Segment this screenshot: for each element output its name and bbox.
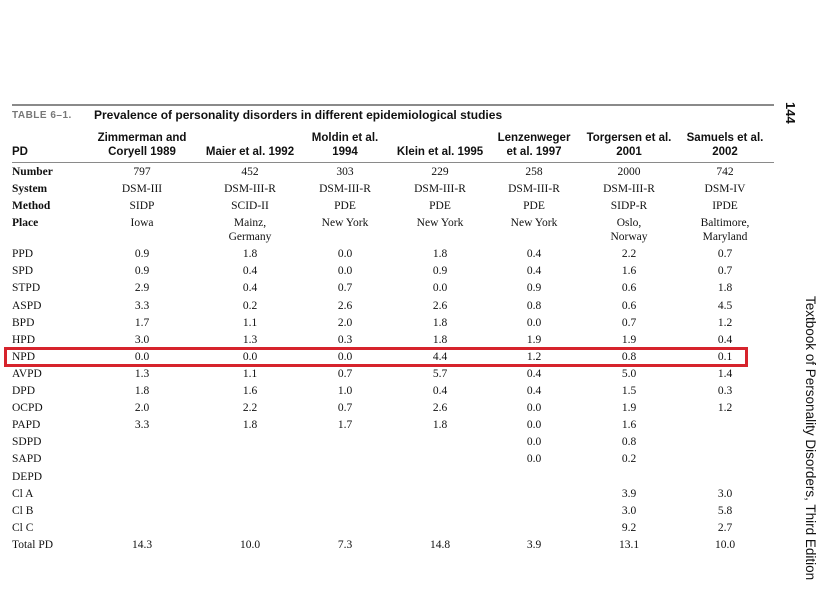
row-label: AVPD [12, 367, 42, 380]
table-cell: 0.0 [242, 350, 258, 363]
table-row [12, 470, 774, 487]
table-row [12, 504, 774, 521]
table-cell: 0.7 [337, 367, 353, 380]
table-cell: 0.7 [337, 282, 353, 295]
table-cell: 0.0 [432, 282, 448, 295]
table-cell: 3.9 [621, 487, 637, 500]
table-cell: 797 [133, 166, 151, 178]
table-cell: 1.6 [621, 265, 637, 278]
column-header: Lenzenweger et al. 1997 [497, 132, 571, 158]
table-cell: 258 [525, 166, 543, 178]
table-cell: 1.6 [621, 419, 637, 432]
table-row [12, 452, 774, 469]
table-cell: 1.8 [432, 316, 448, 329]
table-row [12, 316, 774, 333]
table-cell: 1.8 [432, 333, 448, 346]
table-cell: 1.7 [134, 316, 150, 329]
table-cell: 0.0 [526, 419, 542, 432]
table-row [12, 299, 774, 316]
table-cell: 0.9 [432, 265, 448, 278]
table-cell: DSM-III-R [508, 183, 560, 196]
table-cell: 0.1 [717, 350, 733, 363]
table-cell: 2.6 [432, 299, 448, 312]
table-cell: DSM-III-R [414, 183, 466, 196]
table-cell: SCID-II [231, 200, 269, 213]
table-cell: 5.0 [621, 367, 637, 380]
table-cell: 0.2 [621, 453, 637, 466]
row-label: Number [12, 166, 53, 178]
table-top-rule [12, 104, 774, 106]
table-cell: 4.5 [717, 299, 733, 312]
table-cell: 229 [431, 166, 449, 178]
table-cell: 0.4 [526, 367, 542, 380]
table-cell: 0.4 [526, 265, 542, 278]
row-label: Method [12, 200, 51, 213]
table-cell: 303 [336, 166, 354, 178]
table-cell: 0.0 [337, 248, 353, 261]
table-cell: 9.2 [621, 521, 637, 534]
row-label: Cl B [12, 504, 34, 517]
table-cell: 13.1 [618, 538, 640, 551]
row-label: PPD [12, 248, 34, 261]
table-cell: 0.7 [717, 248, 733, 261]
table-cell: 0.4 [717, 333, 733, 346]
table-cell: 3.0 [134, 333, 150, 346]
table-cell: 0.2 [242, 299, 258, 312]
table-cell: 1.2 [717, 402, 733, 415]
row-label: ASPD [12, 299, 42, 312]
table-cell: 0.9 [526, 282, 542, 295]
table-cell: 2.2 [621, 248, 637, 261]
table-cell: PDE [334, 200, 356, 213]
row-label: BPD [12, 316, 35, 329]
table-cell: 2.0 [134, 402, 150, 415]
table-cell: 3.3 [134, 299, 150, 312]
table-cell: 742 [716, 166, 734, 178]
table-cell: 10.0 [239, 538, 261, 551]
table-cell: 3.3 [134, 419, 150, 432]
table-cell: 452 [241, 166, 259, 178]
row-label: Total PD [12, 538, 54, 551]
table-cell: 0.0 [526, 402, 542, 415]
table-cell: 10.0 [714, 538, 736, 551]
table-cell: PDE [429, 200, 451, 213]
table-cell: 0.0 [134, 350, 150, 363]
table-row [12, 521, 774, 538]
table-cell: 1.1 [242, 367, 258, 380]
table-cell: 3.9 [526, 538, 542, 551]
table-cell: 3.0 [717, 487, 733, 500]
table-cell: New York [510, 217, 558, 230]
table-row [12, 401, 774, 418]
table-cell: 0.4 [242, 265, 258, 278]
table-cell: DSM-III-R [603, 183, 655, 196]
table-cell: 4.4 [432, 350, 448, 363]
table-title: Prevalence of personality disorders in different epidemiological studies [94, 108, 503, 122]
table-row [12, 216, 774, 247]
table-label: TABLE 6–1. [12, 110, 72, 121]
table-cell: 0.7 [337, 402, 353, 415]
table-cell: 2.2 [242, 402, 258, 415]
table-cell: 1.9 [621, 402, 637, 415]
table-cell: 1.8 [134, 385, 150, 398]
table-row [12, 165, 774, 182]
table-cell: 0.0 [526, 453, 542, 466]
table-cell: IPDE [712, 200, 738, 213]
table-cell: DSM-III-R [319, 183, 371, 196]
row-label: NPD [12, 350, 36, 363]
table-cell: 0.3 [717, 385, 733, 398]
table-cell: DSM-III [121, 183, 163, 196]
table-cell: 0.4 [242, 282, 258, 295]
table-cell: 2.7 [717, 521, 733, 534]
table-cell: 0.3 [337, 333, 353, 346]
row-label: SPD [12, 265, 34, 278]
table-cell: 0.0 [526, 436, 542, 449]
row-label: OCPD [12, 402, 43, 415]
table-cell: DSM-III-R [224, 183, 276, 196]
row-label: Cl C [12, 521, 34, 534]
table-cell: 1.6 [242, 385, 258, 398]
column-header: Samuels et al. 2002 [686, 132, 764, 158]
table-cell: 0.0 [526, 316, 542, 329]
table-cell: 1.9 [526, 333, 542, 346]
row-label: PAPD [12, 419, 41, 432]
table-cell: 0.7 [717, 265, 733, 278]
table-cell: 1.2 [717, 316, 733, 329]
table-cell: 2.0 [337, 316, 353, 329]
table-cell: 2000 [617, 166, 641, 178]
table-cell: 0.0 [337, 350, 353, 363]
table-row [12, 247, 774, 264]
table-cell: 0.8 [526, 299, 542, 312]
row-label: DEPD [12, 470, 43, 483]
table-cell: 1.8 [242, 419, 258, 432]
row-label: Place [12, 217, 39, 230]
row-label: Cl A [12, 487, 34, 500]
table-cell: 0.8 [621, 436, 637, 449]
table-cell: 0.4 [526, 248, 542, 261]
table-cell: 1.2 [526, 350, 542, 363]
table-cell: 1.4 [717, 367, 733, 380]
column-header: Klein et al. 1995 [396, 146, 484, 158]
column-header-pd: PD [12, 146, 28, 158]
table-row [12, 538, 774, 555]
column-header: Maier et al. 1992 [205, 146, 295, 158]
table-row [12, 281, 774, 298]
table-cell: 3.0 [621, 504, 637, 517]
table-cell: 0.6 [621, 282, 637, 295]
table-cell: Mainz, Germany [228, 217, 272, 244]
table-cell: New York [416, 217, 464, 230]
table-cell: 1.8 [432, 248, 448, 261]
header-rule [12, 162, 774, 163]
row-label: SAPD [12, 453, 42, 466]
table-row [12, 435, 774, 452]
table-row [12, 418, 774, 435]
table-row [12, 487, 774, 504]
table-cell: New York [321, 217, 369, 230]
table-cell: 1.0 [337, 385, 353, 398]
column-header: Torgersen et al. 2001 [586, 132, 672, 158]
table-cell: 0.9 [134, 248, 150, 261]
npd-highlight-box [4, 347, 748, 367]
table-cell: 0.8 [621, 350, 637, 363]
table-header [12, 127, 774, 161]
table-cell: 1.1 [242, 316, 258, 329]
running-title: Textbook of Personality Disorders, Third Edition [803, 296, 818, 581]
table-row [12, 199, 774, 216]
table-cell: PDE [523, 200, 545, 213]
table-cell: 1.8 [717, 282, 733, 295]
table-cell: 1.3 [134, 367, 150, 380]
table-row [12, 264, 774, 281]
table-cell: 5.8 [717, 504, 733, 517]
row-label: STPD [12, 282, 41, 295]
table-cell: 2.9 [134, 282, 150, 295]
table-cell: 14.8 [429, 538, 451, 551]
table-cell: DSM-IV [704, 183, 746, 196]
table-row [12, 367, 774, 384]
table-cell: 1.8 [242, 248, 258, 261]
table-cell: 0.0 [337, 265, 353, 278]
table-cell: 7.3 [337, 538, 353, 551]
table-cell: 1.7 [337, 419, 353, 432]
column-header: Moldin et al. 1994 [311, 132, 379, 158]
table-cell: 0.7 [621, 316, 637, 329]
table-cell: 1.3 [242, 333, 258, 346]
table-cell: SIDP-R [610, 200, 648, 213]
table-cell: 0.4 [432, 385, 448, 398]
row-label: HPD [12, 333, 36, 346]
table-row [12, 182, 774, 199]
table-cell: Baltimore, Maryland [700, 217, 750, 244]
row-label: System [12, 183, 48, 196]
row-label: DPD [12, 385, 36, 398]
table-cell: 0.4 [526, 385, 542, 398]
row-label: SDPD [12, 436, 42, 449]
table-cell: 1.5 [621, 385, 637, 398]
table-row [12, 384, 774, 401]
table-cell: 2.6 [432, 402, 448, 415]
table-cell: 5.7 [432, 367, 448, 380]
table-cell: 1.8 [432, 419, 448, 432]
table-cell: 14.3 [131, 538, 153, 551]
table-cell: 1.9 [621, 333, 637, 346]
table-cell: Iowa [130, 217, 154, 230]
page-number: 144 [783, 102, 798, 124]
table-cell: SIDP [129, 200, 155, 213]
table-cell: 0.9 [134, 265, 150, 278]
column-header: Zimmerman and Coryell 1989 [97, 132, 187, 158]
table-cell: Oslo, Norway [610, 217, 648, 244]
prevalence-table [12, 104, 774, 551]
table-cell: 2.6 [337, 299, 353, 312]
table-cell: 0.6 [621, 299, 637, 312]
